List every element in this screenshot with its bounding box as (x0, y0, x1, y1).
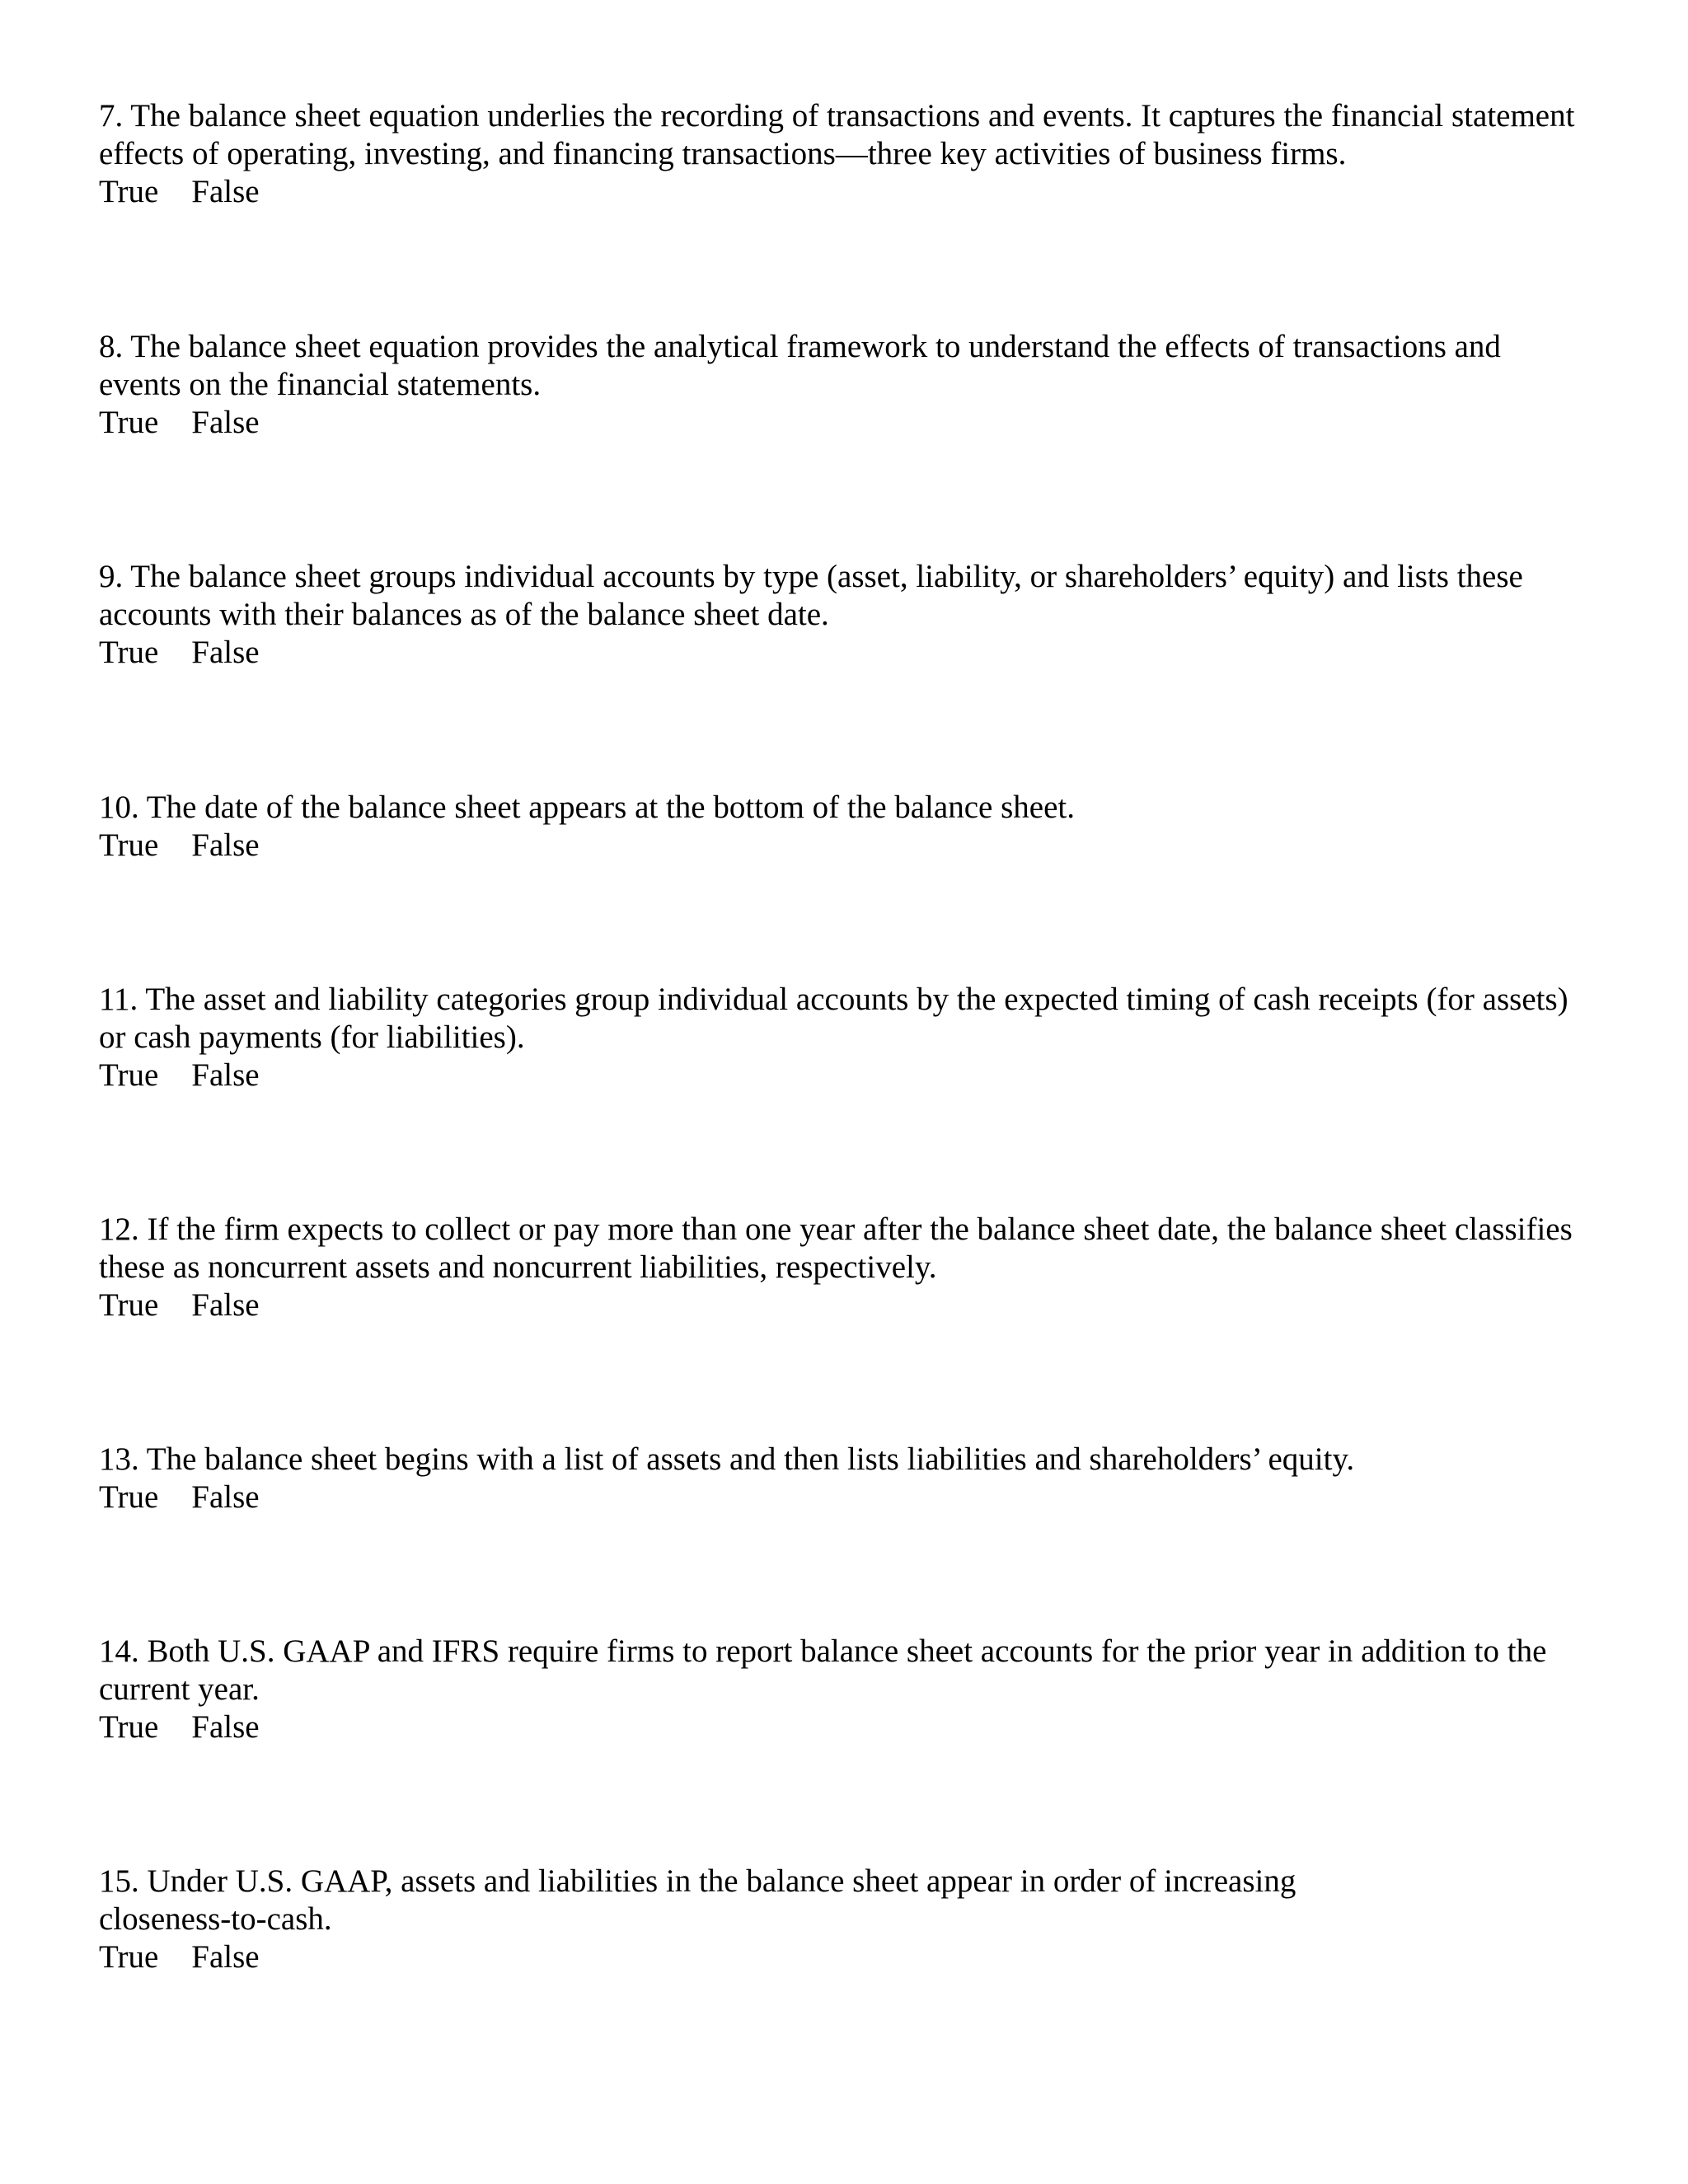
question-text: 7. The balance sheet equation underlies the recording of transactions and events. It captures the financial statement effects of operating, investing, and financing transactions—three key activities of business firms. (99, 98, 1575, 171)
answer-options (99, 827, 1582, 865)
option-true[interactable]: True (99, 1287, 159, 1323)
answer-options (99, 1286, 1582, 1324)
option-false[interactable]: False (191, 1939, 260, 1975)
question-11 (99, 981, 1582, 1094)
question-text: 13. The balance sheet begins with a list of assets and then lists liabilities and shareholders’ equity. (99, 1441, 1355, 1477)
question-text: 8. The balance sheet equation provides the analytical framework to understand the effects of transactions and events on the financial statements. (99, 329, 1501, 402)
option-true[interactable]: True (99, 174, 159, 209)
option-false[interactable]: False (191, 1287, 260, 1323)
answer-options (99, 1708, 1582, 1746)
question-10 (99, 789, 1582, 865)
option-true[interactable]: True (99, 1939, 159, 1975)
option-false[interactable]: False (191, 1479, 260, 1515)
option-false[interactable]: False (191, 1709, 260, 1745)
option-true[interactable]: True (99, 827, 159, 863)
question-14 (99, 1633, 1582, 1746)
question-8 (99, 328, 1582, 442)
option-false[interactable]: False (191, 1057, 260, 1093)
option-true[interactable]: True (99, 405, 159, 440)
question-text: 9. The balance sheet groups individual accounts by type (asset, liability, or shareholders’ equity) and lists these accounts with their balances as of the balance sheet date. (99, 559, 1523, 632)
answer-options (99, 1479, 1582, 1516)
question-15 (99, 1863, 1582, 1976)
answer-options (99, 173, 1582, 211)
question-text: 12. If the firm expects to collect or pay more than one year after the balance sheet date, the balance sheet classifies these as noncurrent assets and noncurrent liabilities, respectively. (99, 1212, 1573, 1285)
option-false[interactable]: False (191, 405, 260, 440)
option-true[interactable]: True (99, 1709, 159, 1745)
option-true[interactable]: True (99, 635, 159, 670)
option-false[interactable]: False (191, 174, 260, 209)
option-true[interactable]: True (99, 1057, 159, 1093)
question-13 (99, 1441, 1582, 1516)
question-text: 14. Both U.S. GAAP and IFRS require firms to report balance sheet accounts for the prior year in addition to the current year. (99, 1633, 1547, 1707)
option-false[interactable]: False (191, 635, 260, 670)
answer-options (99, 1057, 1582, 1094)
question-7 (99, 97, 1582, 211)
answer-options (99, 1938, 1582, 1976)
question-text: 15. Under U.S. GAAP, assets and liabilities in the balance sheet appear in order of increasing closeness-to-cash. (99, 1863, 1296, 1937)
option-false[interactable]: False (191, 827, 260, 863)
question-text: 10. The date of the balance sheet appears at the bottom of the balance sheet. (99, 790, 1075, 825)
answer-options (99, 404, 1582, 442)
question-12 (99, 1211, 1582, 1324)
question-text: 11. The asset and liability categories group individual accounts by the expected timing of cash receipts (for assets) or cash payments (for liabilities). (99, 982, 1568, 1055)
question-9 (99, 558, 1582, 672)
option-true[interactable]: True (99, 1479, 159, 1515)
answer-options (99, 634, 1582, 672)
